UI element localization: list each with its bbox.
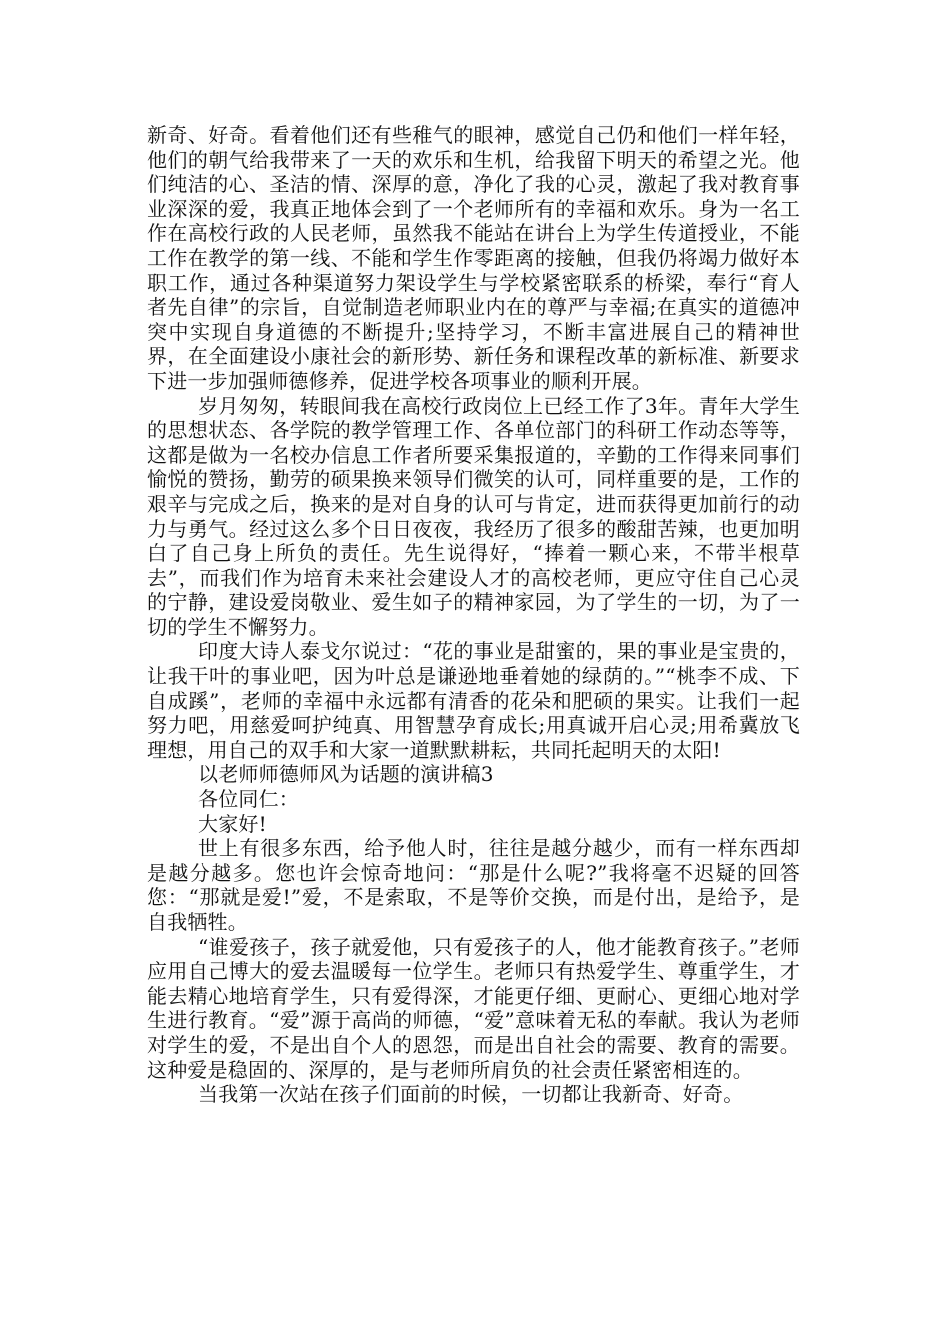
document-page (147, 123, 800, 1107)
speech-title: 以老师师德师风为话题的演讲稿3 (198, 762, 494, 787)
greeting: 大家好! (198, 811, 267, 836)
paragraph-tagore-quote: 印度大诗人泰戈尔说过：“花的事业是甜蜜的，果的事业是宝贵的，让我干叶的事业吧，因为叶总是谦逊地垂着她的绿荫的。”“桃李不成、下自成蹊”，老师的幸福中永远都有清香的花朵和肥硕的果实。让我们一起努力吧，用慈爱呵护纯真、用智慧孕育成长;用真诚开启心灵;用希冀放飞理想，用自己的双手和大家一道默默耕耘，共同托起明天的太阳! (147, 639, 800, 762)
paragraph-first-time: 当我第一次站在孩子们面前的时候，一切都让我新奇、好奇。 (198, 1082, 744, 1107)
paragraph-love-grows: 世上有很多东西，给予他人时，往往是越分越少，而有一样东西却是越分越多。您也许会惊奇地问：“那是什么呢?”我将毫不迟疑的回答您：“那就是爱!”爱，不是索取，不是等价交换，而是付出，是给予，是自我牺牲。 (147, 836, 800, 934)
paragraph-three-years: 岁月匆匆，转眼间我在高校行政岗位上已经工作了3年。青年大学生的思想状态、各学院的教学管理工作、各单位部门的科研工作动态等等，这都是做为一名校办信息工作者所要采集报道的，辛勤的工作得来同事们愉悦的赞扬，勤劳的硕果换来领导们微笑的认可，同样重要的是，工作的艰辛与完成之后，换来的是对自身的认可与肯定，进而获得更加前行的动力与勇气。经过这么多个日日夜夜，我经历了很多的酸甜苦辣，也更加明白了自己身上所负的责任。先生说得好，“捧着一颗心来，不带半根草去”，而我们作为培育未来社会建设人才的高校老师，更应守住自己心灵的宁静，建设爱岗敬业、爱生如子的精神家园，为了学生的一切，为了一切的学生不懈努力。 (147, 393, 800, 639)
paragraph-continued-intro: 新奇、好奇。看着他们还有些稚气的眼神，感觉自己仍和他们一样年轻，他们的朝气给我带来了一天的欢乐和生机，给我留下明天的希望之光。他们纯洁的心、圣洁的情、深厚的意，净化了我的心灵，激起了我对教育事业深深的爱，我真正地体会到了一个老师所有的幸福和欢乐。身为一名工作在高校行政的人民老师，虽然我不能站在讲台上为学生传道授业，不能工作在教学的第一线、不能和学生作零距离的接触，但我仍将竭力做好本职工作，通过各种渠道努力架设学生与学校紧密联系的桥梁，奉行“育人者先自律”的宗旨，自觉制造老师职业内在的尊严与幸福;在真实的道德冲突中实现自身道德的不断提升;坚持学习，不断丰富进展自己的精神世界，在全面建设小康社会的新形势、新任务和课程改革的新标准、新要求下进一步加强师德修养，促进学校各项事业的顺利开展。 (147, 123, 800, 393)
salutation: 各位同仁： (198, 787, 299, 812)
paragraph-love-children: “谁爱孩子，孩子就爱他，只有爱孩子的人，他才能教育孩子。”老师应用自己博大的爱去温暖每一位学生。老师只有热爱学生、尊重学生，才能去精心地培育学生，只有爱得深，才能更仔细、更耐心、更细心地对学生进行教育。“爱”源于高尚的师德，“爱”意味着无私的奉献。我认为老师对学生的爱，不是出自个人的恩怨，而是出自社会的需要、教育的需要。这种爱是稳固的、深厚的，是与老师所肩负的社会责任紧密相连的。 (147, 934, 800, 1082)
